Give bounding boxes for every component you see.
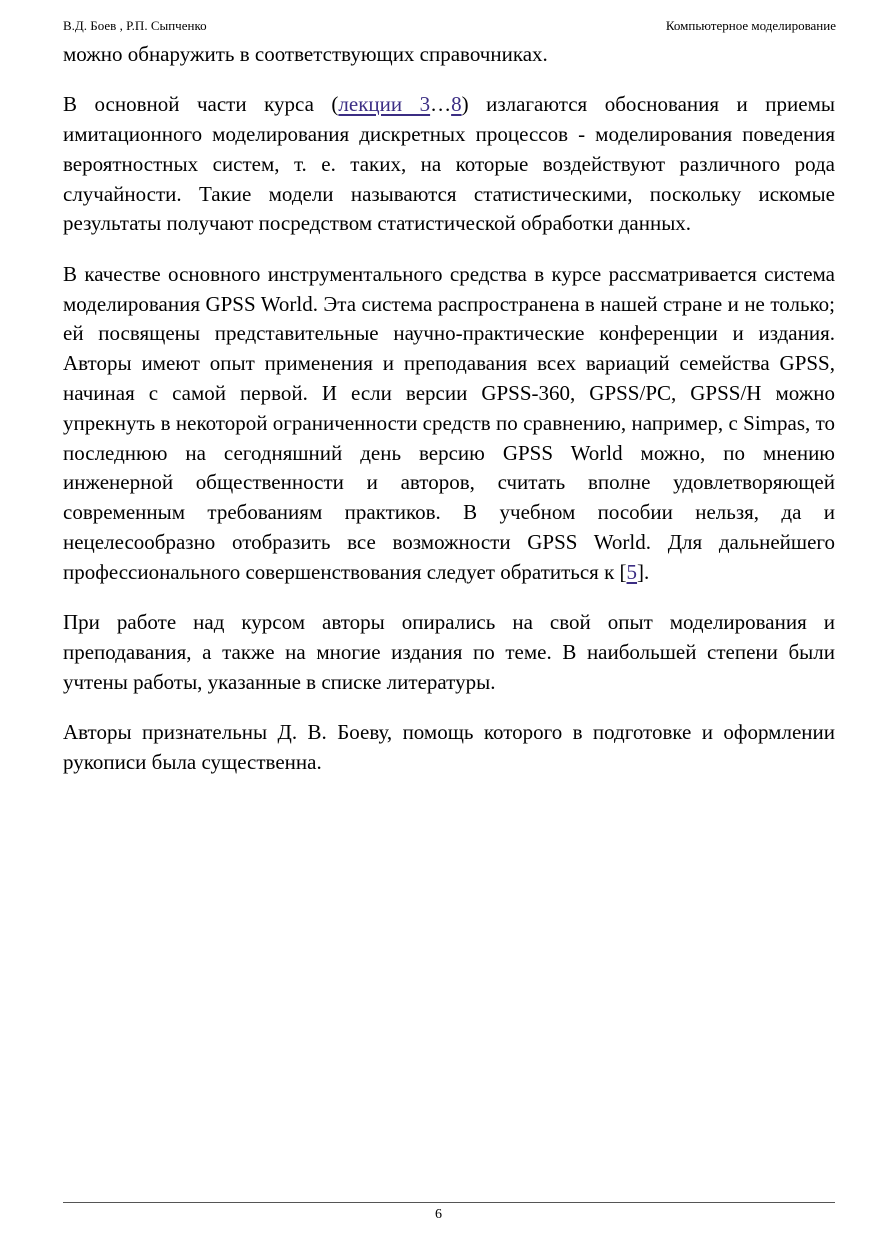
- paragraph-acknowledgements: Авторы признательны Д. В. Боеву, помощь которого в подготовке и оформлении рукописи была существенна.: [63, 719, 835, 774]
- paragraph-gpss-world: [63, 260, 835, 588]
- footer-divider: [63, 1202, 835, 1203]
- paragraph-continuation: можно обнаружить в соответствующих справочниках.: [63, 42, 548, 66]
- paragraph-text: ].: [637, 559, 650, 584]
- page-number: 6: [435, 1207, 442, 1222]
- paragraph-text: ) излагаются обоснования и приемы имитационного моделирования дискретных процессов - моделирования поведения вероятностных систем, т. е. таких, на которые воздействуют различного рода случайности. Такие модели называются статистическими, поскольку искомые результаты получают посредством статистической обработки данных.: [63, 92, 835, 236]
- paragraph-text: В качестве основного инструментального средства в курсе рассматривается система моделирования GPSS World. Эта система распространена в нашей стране и не только; ей посвящены представительные научно-практические конференции и издания. Авторы имеют опыт применения и преподавания всех вариаций семейства GPSS, начиная с самой первой. И если версии GPSS-360, GPSS/PC, GPSS/H можно упрекнуть в некоторой ограниченности средств по сравнению, например, с Simpas, то последнюю на сегодняшний день версию GPSS World можно, по мнению инженерной общественности и авторов, считать вполне удовлетворяющей современным требованиям практиков. В учебном пособии нельзя, да и нецелесообразно отобразить все возможности GPSS World. Для дальнейшего профессионального совершенствования следует обратиться к [: [63, 261, 835, 584]
- paragraph-sources: При работе над курсом авторы опирались на свой опыт моделирования и преподавания, а также на многие издания по теме. В наибольшей степени были учтены работы, указанные в списке литературы.: [63, 610, 835, 694]
- paragraph-course-overview: [63, 90, 835, 239]
- reference-5-link[interactable]: 5: [626, 559, 638, 584]
- header-authors: В.Д. Боев , Р.П. Сыпченко: [63, 18, 207, 33]
- paragraph-text: В основной части курса (: [63, 92, 339, 117]
- ellipsis: …: [430, 92, 452, 117]
- lecture-3-link[interactable]: лекции 3: [338, 92, 431, 117]
- page-body: [63, 40, 835, 798]
- lecture-8-link[interactable]: 8: [451, 92, 462, 117]
- header-book-title: Компьютерное моделирование: [665, 18, 836, 33]
- running-header: [63, 16, 836, 36]
